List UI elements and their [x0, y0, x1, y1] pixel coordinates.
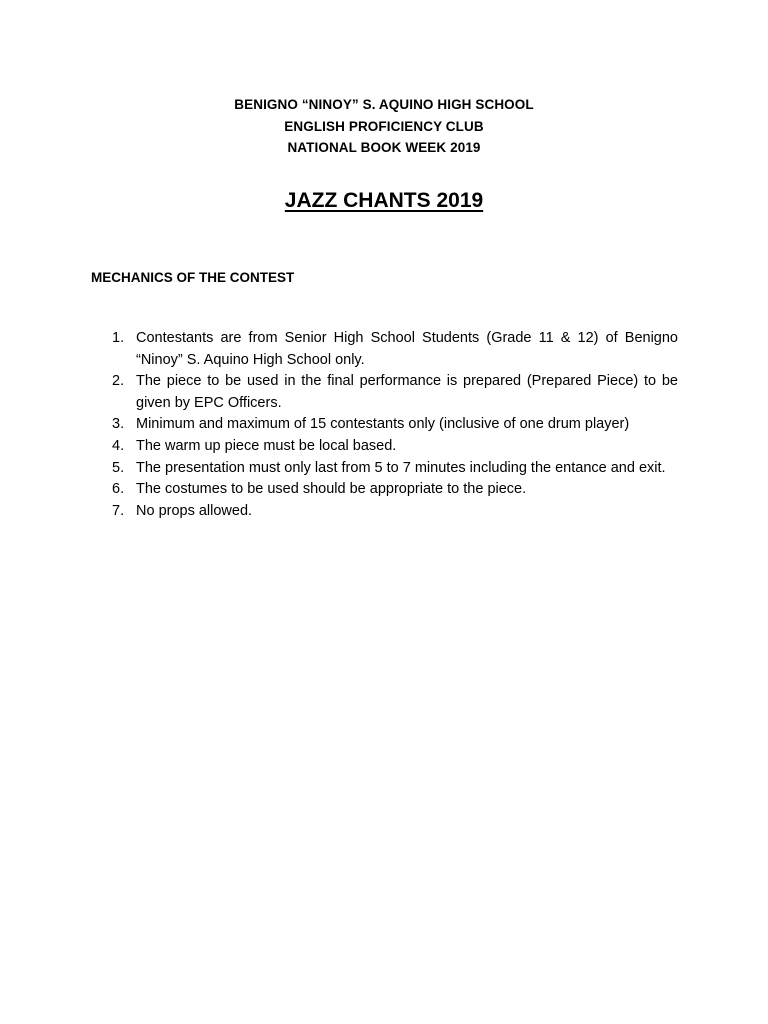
rule-item	[108, 371, 678, 414]
section-heading: MECHANICS OF THE CONTEST	[91, 270, 295, 285]
rule-item	[108, 458, 678, 480]
rule-text: No props allowed.	[136, 502, 253, 519]
document-header	[0, 94, 768, 159]
rule-number: 1.	[112, 330, 125, 346]
school-name: BENIGNO “NINOY” S. AQUINO HIGH SCHOOL	[234, 97, 534, 112]
rule-item	[108, 501, 678, 523]
rule-text: Contestants are from Senior High School Students (Grade 11 & 12) of Benigno “Ninoy” S. Aquino High School only.	[136, 330, 678, 368]
rule-item	[108, 328, 678, 371]
rule-item	[108, 479, 678, 501]
rule-text: The costumes to be used should be appropriate to the piece.	[136, 481, 527, 498]
rule-number: 7.	[112, 502, 125, 519]
rule-number: 3.	[112, 416, 125, 433]
document-title: JAZZ CHANTS 2019	[284, 189, 484, 212]
rule-number: 5.	[112, 459, 125, 476]
rule-number: 6.	[112, 481, 125, 498]
rule-item	[108, 436, 678, 458]
event-name: NATIONAL BOOK WEEK 2019	[287, 140, 481, 155]
rules-list	[108, 328, 678, 522]
rule-text: The piece to be used in the final performance is prepared (Prepared Piece) to be given by EPC Officers.	[136, 373, 678, 411]
rule-number: 2.	[112, 373, 125, 390]
rule-number: 4.	[112, 437, 125, 454]
rule-text: Minimum and maximum of 15 contestants only (inclusive of one drum player)	[136, 416, 630, 433]
club-name: ENGLISH PROFICIENCY CLUB	[284, 118, 484, 134]
rule-item	[108, 414, 678, 436]
rule-text: The presentation must only last from 5 to 7 minutes including the entance and exit.	[136, 459, 666, 476]
rule-text: The warm up piece must be local based.	[136, 437, 397, 454]
